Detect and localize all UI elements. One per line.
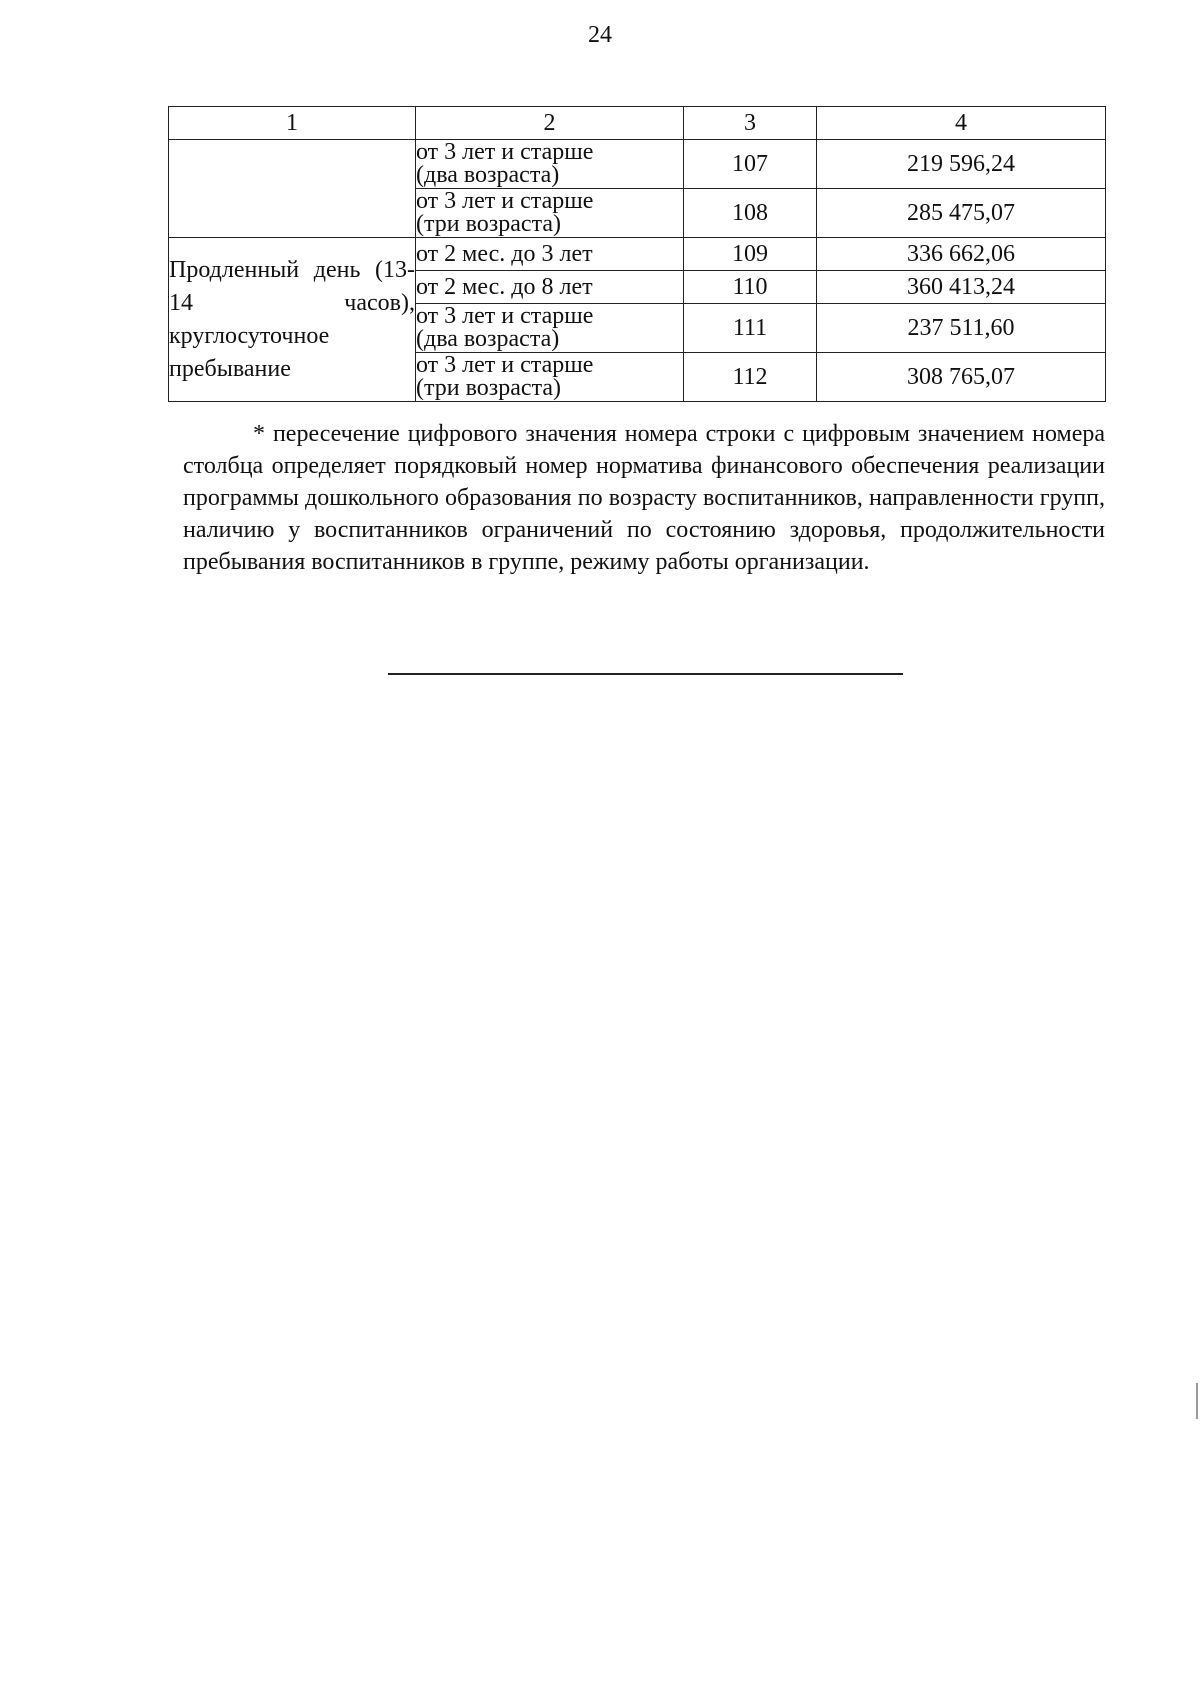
value-cell: 285 475,07: [817, 189, 1106, 238]
age-line: от 3 лет и старше: [416, 188, 594, 214]
footnote: * пересечение цифрового значения номера строки с цифровым значением номера столбца определяет порядковый номер норматива финансового обеспечения реализации программы дошкольного образования по возрасту воспитанников, направленности групп, наличию у воспитанников ограничений по состоянию здоровья, продолжительности пребывания воспитанников в группе, режиму работы организации.: [183, 421, 1105, 575]
age-line: от 3 лет и старше: [416, 139, 594, 165]
age-line: от 2 мес. до 8 лет: [416, 273, 593, 300]
row-number-cell: 108: [684, 189, 817, 238]
column-header: 2: [416, 107, 684, 140]
age-cell: [416, 140, 684, 189]
value-cell: 308 765,07: [817, 353, 1106, 402]
age-line: от 3 лет и старше: [416, 352, 594, 378]
age-cell: [416, 238, 684, 271]
table-row: [169, 140, 1106, 189]
table-header-row: [169, 107, 1106, 140]
age-cell: [416, 271, 684, 304]
row-number-cell: 112: [684, 353, 817, 402]
age-line-secondary: (два возраста): [416, 162, 560, 188]
column-header: 3: [684, 107, 817, 140]
value-cell: 219 596,24: [817, 140, 1106, 189]
value-cell: 237 511,60: [817, 304, 1106, 353]
row-number-cell: 111: [684, 304, 817, 353]
row-number-cell: 107: [684, 140, 817, 189]
age-line-secondary: (два возраста): [416, 326, 560, 352]
column-header: 4: [817, 107, 1106, 140]
table-row: [169, 238, 1106, 271]
scan-artifact: [1196, 1383, 1198, 1419]
age-line: от 2 мес. до 3 лет: [416, 240, 593, 267]
age-cell: [416, 304, 684, 353]
value-cell: 360 413,24: [817, 271, 1106, 304]
age-cell: [416, 189, 684, 238]
group-label-cell: Продленный день (13-14 часов), круглосуточное пребывание: [169, 238, 416, 402]
age-line-secondary: (три возраста): [416, 211, 561, 237]
column-header: 1: [169, 107, 416, 140]
age-line: от 3 лет и старше: [416, 303, 594, 329]
value-cell: 336 662,06: [817, 238, 1106, 271]
age-line-secondary: (три возраста): [416, 375, 561, 401]
row-number-cell: 110: [684, 271, 817, 304]
empty-group-cell: [169, 140, 416, 238]
page-number: 24: [588, 22, 612, 48]
age-cell: [416, 353, 684, 402]
end-divider: [388, 673, 903, 675]
row-number-cell: 109: [684, 238, 817, 271]
normative-table: [168, 106, 1106, 402]
